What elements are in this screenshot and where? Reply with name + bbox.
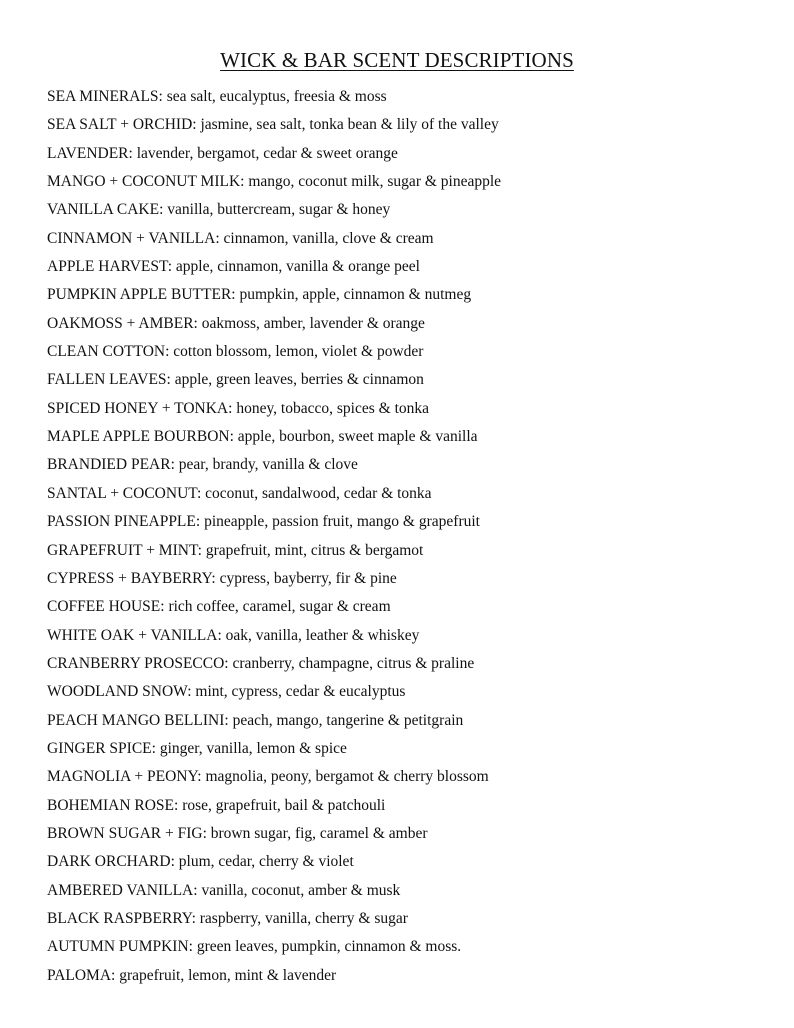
scent-notes: cranberry, champagne, citrus & praline (232, 654, 475, 672)
scent-name: CYPRESS + BAYBERRY: (47, 569, 216, 587)
scent-notes: lavender, bergamot, cedar & sweet orange (136, 144, 398, 162)
scent-name: MANGO + COCONUT MILK: (47, 173, 245, 191)
scent-entry (47, 140, 767, 168)
scent-notes: plum, cedar, cherry & violet (178, 853, 354, 871)
scent-entry (47, 962, 767, 990)
scent-entry (47, 650, 767, 678)
scent-name: FALLEN LEAVES: (47, 371, 171, 389)
scent-name: CLEAN COTTON: (47, 343, 170, 361)
scent-notes: oakmoss, amber, lavender & orange (201, 314, 425, 332)
scent-notes: pear, brandy, vanilla & clove (178, 456, 358, 474)
scent-entry (47, 281, 767, 309)
scent-entry (47, 83, 767, 111)
scent-entry (47, 820, 767, 848)
scent-entry (47, 678, 767, 706)
scent-entry (47, 622, 767, 650)
scent-entry (47, 451, 767, 479)
scent-name: COFFEE HOUSE: (47, 598, 165, 616)
scent-notes: oak, vanilla, leather & whiskey (225, 626, 420, 644)
scent-name: BRANDIED PEAR: (47, 456, 175, 474)
scent-notes: vanilla, coconut, amber & musk (201, 881, 401, 899)
scent-name: WHITE OAK + VANILLA: (47, 626, 222, 644)
scent-notes: grapefruit, mint, citrus & bergamot (205, 541, 424, 559)
scent-name: APPLE HARVEST: (47, 258, 173, 276)
scent-entry (47, 905, 767, 933)
scent-notes: rich coffee, caramel, sugar & cream (168, 598, 391, 616)
scent-notes: sea salt, eucalyptus, freesia & moss (166, 88, 387, 105)
scent-entry (47, 225, 767, 253)
scent-entry (47, 196, 767, 224)
scent-notes: grapefruit, lemon, mint & lavender (119, 966, 337, 984)
scent-entry (47, 848, 767, 876)
scent-name: PALOMA: (47, 966, 116, 984)
scent-name: DARK ORCHARD: (47, 853, 175, 871)
scent-name: MAGNOLIA + PEONY: (47, 768, 202, 786)
scent-notes: jasmine, sea salt, tonka bean & lily of the valley (200, 116, 499, 134)
scent-notes: vanilla, buttercream, sugar & honey (167, 201, 391, 219)
scent-entry (47, 366, 767, 394)
scent-entry (47, 763, 767, 791)
scent-name: GRAPEFRUIT + MINT: (47, 541, 202, 559)
scent-entry (47, 537, 767, 565)
scent-entry (47, 707, 767, 735)
scent-notes: pineapple, passion fruit, mango & grapefruit (204, 513, 480, 531)
scent-entry (47, 508, 767, 536)
scent-notes: apple, bourbon, sweet maple & vanilla (237, 428, 478, 446)
scent-entry (47, 877, 767, 905)
scent-notes: cinnamon, vanilla, clove & cream (223, 229, 434, 247)
scent-notes: pumpkin, apple, cinnamon & nutmeg (239, 286, 472, 304)
scent-name: GINGER SPICE: (47, 739, 156, 757)
scent-notes: apple, green leaves, berries & cinnamon (174, 371, 424, 389)
page-title: WICK & BAR SCENT DESCRIPTIONS (220, 48, 574, 72)
scent-notes: honey, tobacco, spices & tonka (236, 399, 430, 417)
scent-entry (47, 593, 767, 621)
scent-entry (47, 480, 767, 508)
scent-notes: coconut, sandalwood, cedar & tonka (205, 484, 432, 502)
scent-entry (47, 310, 767, 338)
scent-notes: brown sugar, fig, caramel & amber (210, 824, 428, 842)
scent-name: WOODLAND SNOW: (47, 683, 192, 701)
scent-name: CRANBERRY PROSECCO: (47, 654, 229, 672)
scent-name: BLACK RASPBERRY: (47, 909, 196, 927)
scent-notes: cypress, bayberry, fir & pine (219, 569, 397, 587)
scent-name: BOHEMIAN ROSE: (47, 796, 179, 814)
scent-entry (47, 565, 767, 593)
scent-name: PUMPKIN APPLE BUTTER: (47, 286, 236, 304)
scent-list (47, 83, 767, 990)
scent-notes: ginger, vanilla, lemon & spice (159, 739, 347, 757)
scent-notes: rose, grapefruit, bail & patchouli (182, 796, 386, 814)
scent-name: MAPLE APPLE BOURBON: (47, 428, 234, 446)
scent-name: LAVENDER: (47, 144, 133, 162)
scent-name: VANILLA CAKE: (47, 201, 164, 219)
scent-name: PEACH MANGO BELLINI: (47, 711, 229, 729)
scent-name: SEA MINERALS: (47, 88, 163, 105)
scent-entry (47, 395, 767, 423)
scent-notes: raspberry, vanilla, cherry & sugar (199, 909, 408, 927)
scent-name: SEA SALT + ORCHID: (47, 116, 197, 134)
scent-notes: mint, cypress, cedar & eucalyptus (195, 683, 406, 701)
scent-entry (47, 168, 767, 196)
scent-entry (47, 933, 767, 961)
scent-name: BROWN SUGAR + FIG: (47, 824, 207, 842)
scent-name: AMBERED VANILLA: (47, 881, 198, 899)
scent-notes: apple, cinnamon, vanilla & orange peel (175, 258, 420, 276)
scent-name: OAKMOSS + AMBER: (47, 314, 198, 332)
scent-name: SANTAL + COCONUT: (47, 484, 202, 502)
scent-entry (47, 423, 767, 451)
scent-name: PASSION PINEAPPLE: (47, 513, 201, 531)
scent-name: AUTUMN PUMPKIN: (47, 938, 193, 956)
scent-entry (47, 735, 767, 763)
scent-entry (47, 792, 767, 820)
scent-notes: cotton blossom, lemon, violet & powder (173, 343, 424, 361)
scent-notes: magnolia, peony, bergamot & cherry blossom (205, 768, 489, 786)
scent-entry (47, 338, 767, 366)
scent-entry (47, 253, 767, 281)
scent-name: SPICED HONEY + TONKA: (47, 399, 233, 417)
scent-name: CINNAMON + VANILLA: (47, 229, 220, 247)
scent-notes: peach, mango, tangerine & petitgrain (232, 711, 464, 729)
scent-entry (47, 111, 767, 139)
scent-notes: green leaves, pumpkin, cinnamon & moss. (196, 938, 462, 956)
scent-notes: mango, coconut milk, sugar & pineapple (248, 173, 502, 191)
